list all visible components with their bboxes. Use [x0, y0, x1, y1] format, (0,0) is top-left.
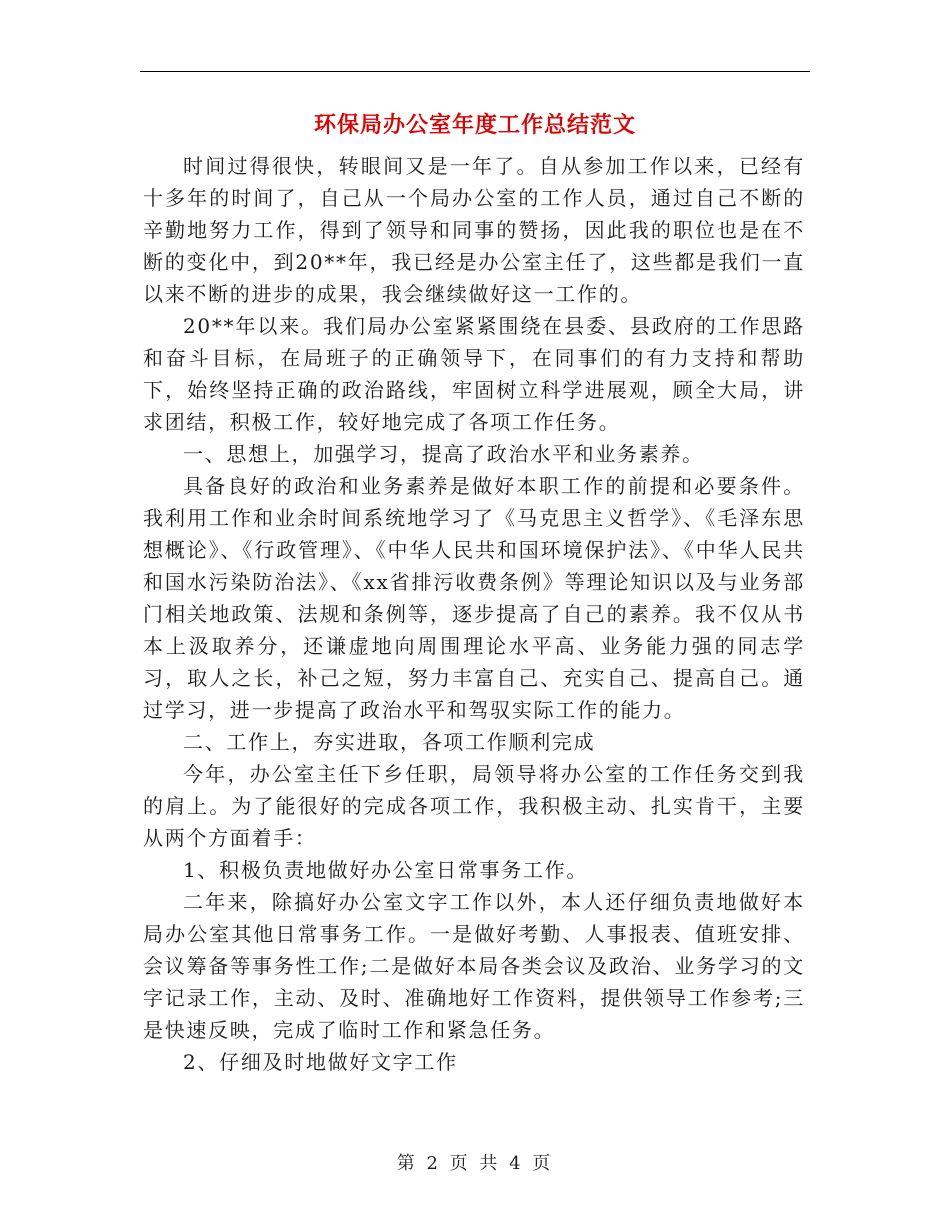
- subsection-heading: 2、仔细及时地做好文字工作: [183, 1050, 458, 1074]
- document-title: 环保局办公室年度工作总结范文: [313, 113, 636, 138]
- section-heading: 二、工作上，夯实进取，各项工作顺利完成: [183, 730, 596, 754]
- document-body: [143, 150, 805, 1078]
- paragraph: 具备良好的政治和业务素养是做好本职工作的前提和必要条件。我利用工作和业余时间系统地学习了《马克思主义哲学》、《毛泽东思想概论》、《行政管理》、《中华人民共和国环境保护法》、《中华人民共和国水污染防治法》、《xx省排污收费条例》等理论知识以及与业务部门相关地政策、法规和条例等，逐步提高了自己的素养。我不仅从书本上汲取养分，还谦虚地向周围理论水平高、业务能力强的同志学习，取人之长，补己之短，努力丰富自己、充实自己、提高自己。通过学习，进一步提高了政治水平和驾驭实际工作的能力。: [143, 474, 805, 722]
- paragraph: 20**年以来。我们局办公室紧紧围绕在县委、县政府的工作思路和奋斗目标，在局班子的正确领导下，在同事们的有力支持和帮助下，始终坚持正确的政治路线，牢固树立科学进展观，顾全大局，讲求团结，积极工作，较好地完成了各项工作任务。: [143, 314, 805, 434]
- subsection-heading: 1、积极负责地做好办公室日常事务工作。: [183, 858, 589, 882]
- paragraph: 二年来，除搞好办公室文字工作以外，本人还仔细负责地做好本局办公室其他日常事务工作。一是做好考勤、人事报表、值班安排、会议筹备等事务性工作;二是做好本局各类会议及政治、业务学习的文字记录工作，主动、及时、准确地好工作资料，提供领导工作参考;三是快速反映，完成了临时工作和紧急任务。: [143, 890, 805, 1042]
- section-heading: 一、思想上，加强学习，提高了政治水平和业务素养。: [183, 442, 704, 466]
- paragraph: 今年，办公室主任下乡任职，局领导将办公室的工作任务交到我的肩上。为了能很好的完成各项工作，我积极主动、扎实肯干，主要从两个方面着手：: [143, 762, 805, 850]
- page-footer: 第 2 页 共 4 页: [396, 1153, 554, 1174]
- paragraph: 时间过得很快，转眼间又是一年了。自从参加工作以来，已经有十多年的时间了，自己从一个局办公室的工作人员，通过自己不断的辛勤地努力工作，得到了领导和同事的赞扬，因此我的职位也是在不断的变化中，到20**年，我已经是办公室主任了，这些都是我们一直以来不断的进步的成果，我会继续做好这一工作的。: [143, 154, 805, 306]
- header-rule: [140, 71, 810, 72]
